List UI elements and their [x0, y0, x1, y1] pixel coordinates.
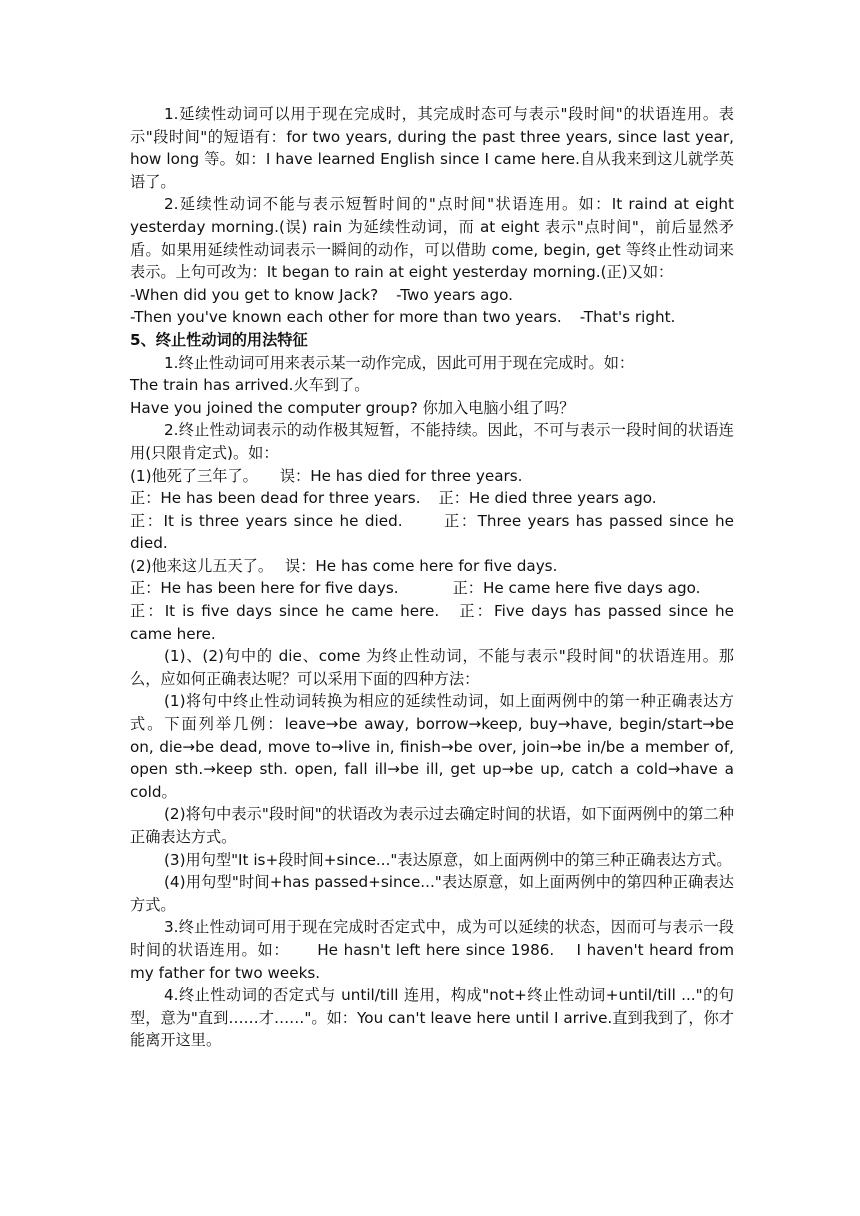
example-2-header — [130, 555, 734, 578]
example-chinese: (1)他死了三年了。 — [130, 466, 258, 485]
paragraph-terminal-verbs-4: 4.终止性动词的否定式与 until/till 连用，构成"not+终止性动词+until/till ..."的句型，意为"直到……才……"。如：You can't leave here until I arrive.直到我到了，你才能离开这里。 — [130, 986, 734, 1050]
example-correct: 正：He has been dead for three years. — [130, 489, 421, 508]
document-body — [130, 103, 739, 1052]
example-correct: 正：Three years has passed since he died. — [130, 511, 734, 553]
paragraph-terminal-verbs-1: 1.终止性动词可用来表示某一动作完成，因此可用于现在完成时。如： — [164, 353, 635, 372]
section-heading: 5、终止性动词的用法特征 — [130, 330, 308, 349]
example-2-correct-row — [130, 577, 734, 600]
example-correct: 正：It is three years since he died. — [130, 511, 403, 530]
dialogue-line-2 — [130, 306, 734, 329]
dialogue-statement: -Then you've known each other for more than two years. — [130, 308, 562, 327]
example-correct: 正：It is five days since he came here. — [130, 602, 440, 621]
example-wrong: 误：He has died for three years. — [279, 466, 523, 485]
dialogue-question: -When did you get to know Jack? — [130, 285, 379, 304]
example-correct: 正：He came here five days ago. — [452, 579, 701, 598]
example-correct: 正：Five days has passed since he came here. — [130, 602, 734, 643]
example-sentence: The train has arrived.火车到了。 — [130, 376, 370, 395]
paragraph-terminal-verbs-2: 2.终止性动词表示的动作极其短暂，不能持续。因此，不可与表示一段时间的状语连用(只限肯定式)。如： — [130, 421, 734, 462]
example-1-correct-row — [130, 487, 734, 510]
method-3: (3)用句型"It is+段时间+since..."表达原意，如上面两例中的第三种正确表达方式。 — [164, 850, 732, 869]
example-correct: 正：He has been here for five days. — [130, 579, 399, 598]
paragraph-durative-verbs-2: 2.延续性动词不能与表示短暂时间的"点时间"状语连用。如：It raind at eight yesterday morning.(误) rain 为延续性动词，而 at eight 表示"点时间"，前后显然矛盾。如果用延续性动词表示一瞬间的动作，可以借助 come, begin, get 等终止性动词来表示。上句可改为：It began to rain at eight yesterday morning.(正)又如： — [130, 195, 734, 282]
paragraph-terminal-verbs-3: 3.终止性动词可用于现在完成时否定式中，成为可以延续的状态，因而可与表示一段时间的状语连用。如： He hasn't left here since 1986. I haven't heard from my father for two weeks. — [130, 918, 739, 982]
example-2-correct-row — [130, 600, 734, 645]
dialogue-reply: -That's right. — [579, 308, 676, 327]
example-wrong: 误：He has come here for five days. — [285, 556, 558, 575]
example-1-correct-row — [130, 510, 734, 555]
dialogue-line-1 — [130, 284, 734, 307]
method-2: (2)将句中表示"段时间"的状语改为表示过去确定时间的状语，如下面两例中的第二种正确表达方式。 — [130, 805, 734, 846]
example-1-header — [130, 465, 734, 488]
method-1: (1)将句中终止性动词转换为相应的延续性动词，如上面两例中的第一种正确表达方式。下面列举几例：leave→be away, borrow→keep, buy→have, begin/start→be on, die→be dead, move to→live in, finish→be over, join→be in/be a member of, open sth.→keep sth. open, fall ill→be ill, get up→be up, catch a cold→have a cold。 — [130, 692, 734, 801]
paragraph-durative-verbs-1: 1.延续性动词可以用于现在完成时，其完成时态可与表示"段时间"的状语连用。表示"段时间"的短语有：for two years, during the past three years, since last year, how long 等。如：I have learned English since I came here.自从我来到这儿就学英语了。 — [130, 105, 734, 191]
example-sentence: Have you joined the computer group? 你加入电脑小组了吗？ — [130, 398, 575, 417]
dialogue-answer: -Two years ago. — [396, 285, 513, 304]
method-4: (4)用句型"时间+has passed+since..."表达原意，如上面两例中的第四种正确表达方式。 — [130, 873, 734, 914]
paragraph-methods-intro: (1)、(2)句中的 die、come 为终止性动词，不能与表示"段时间"的状语连用。那么，应如何正确表达呢？可以采用下面的四种方法： — [130, 647, 734, 688]
example-chinese: (2)他来这儿五天了。 — [130, 556, 274, 575]
example-correct: 正：He died three years ago. — [438, 489, 657, 508]
